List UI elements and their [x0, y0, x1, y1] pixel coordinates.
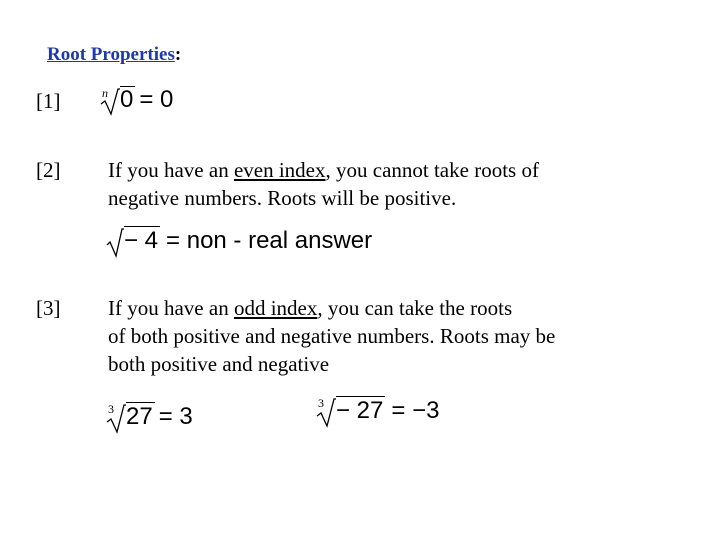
item-3a-radicand: 27 [126, 403, 153, 431]
item-3b-result: = −3 [391, 397, 440, 425]
item-3-line-2: of both positive and negative numbers. Roots may be [108, 324, 556, 348]
item-3a-result: = 3 [158, 403, 193, 431]
item-3-number: [3] [36, 296, 61, 320]
root-index: 3 [318, 396, 324, 410]
item-2-formula [106, 226, 372, 258]
item-2-result: = non - real answer [166, 227, 373, 255]
item-1-radicand: 0 [120, 86, 134, 114]
item-3-text [108, 294, 555, 378]
item-3-formula-a [106, 402, 193, 434]
item-3-formula-b [316, 396, 439, 428]
cube-root-icon [316, 396, 336, 428]
title-link[interactable]: Root Properties [47, 44, 175, 65]
odd-index-term: odd index [233, 296, 318, 320]
item-2-number: [2] [36, 158, 61, 182]
item-2-radicand: − 4 [124, 227, 159, 255]
item-2-line-1: If you have an even index, you cannot take roots of [108, 158, 539, 182]
title-colon: : [174, 44, 182, 65]
cube-root-icon [106, 402, 126, 434]
item-1-formula [100, 86, 173, 116]
even-index-term: even index [233, 158, 326, 182]
item-2-text [108, 156, 539, 212]
item-3b-radicand: − 27 [336, 397, 384, 425]
item-1-result: = 0 [139, 86, 174, 114]
item-2-line-2: negative numbers. Roots will be positive. [108, 186, 457, 210]
root-index: 3 [108, 402, 114, 416]
item-3-line-1: If you have an odd index, you can take the roots [108, 296, 513, 320]
item-1-number: [1] [36, 89, 61, 113]
root-index: n [102, 86, 108, 100]
nth-root-icon [100, 86, 120, 116]
page-title [47, 44, 181, 66]
square-root-icon [106, 226, 124, 258]
item-3-line-3: both positive and negative [108, 352, 330, 376]
